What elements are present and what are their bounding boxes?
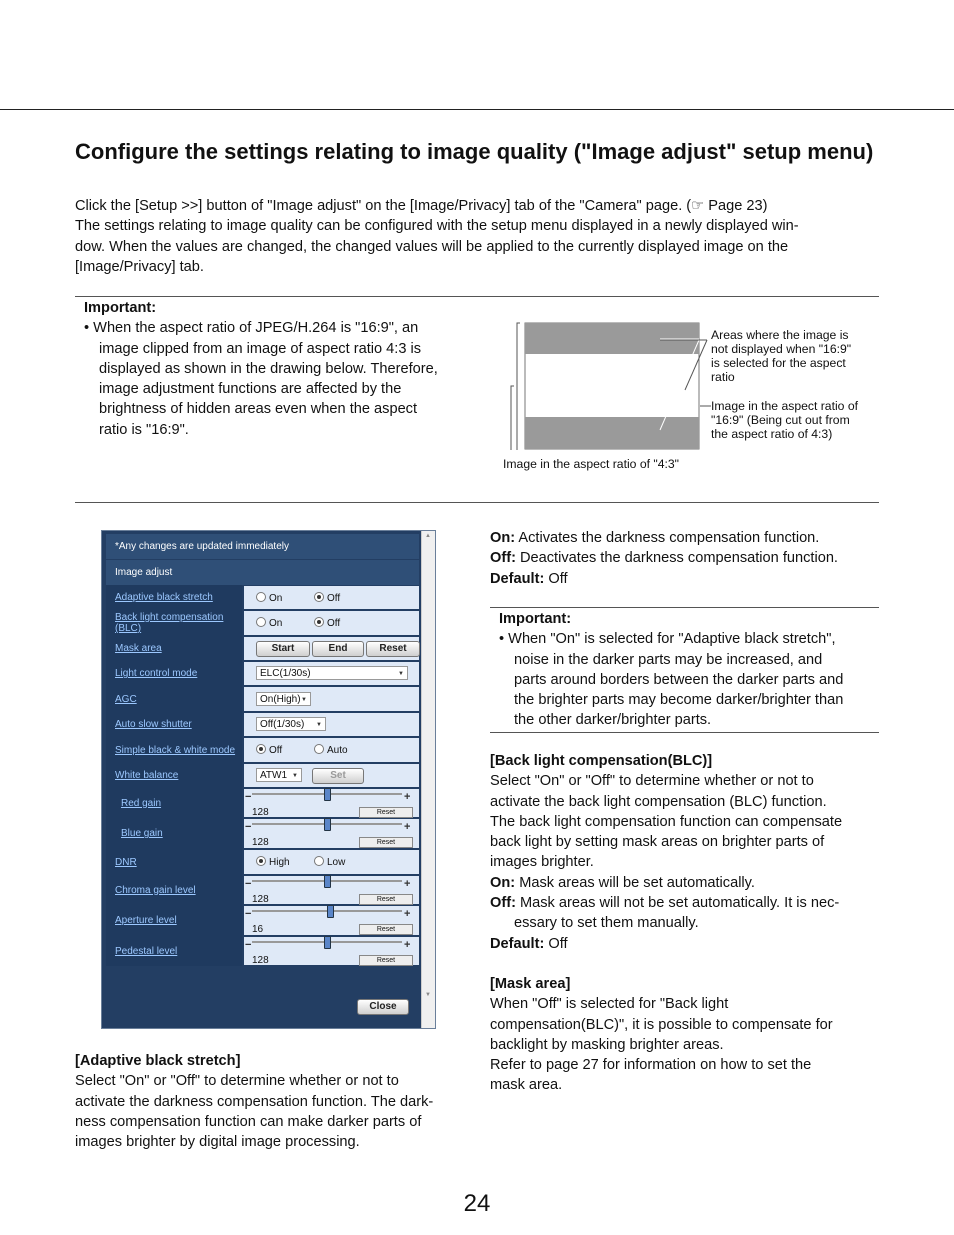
label-line: not displayed when "16:9" xyxy=(711,342,852,356)
radio-abs-on[interactable]: On xyxy=(256,592,282,604)
option-label: Off: xyxy=(490,550,516,567)
link-chroma[interactable]: Chroma gain level xyxy=(106,875,242,905)
important2-bottom-rule xyxy=(490,732,879,733)
mask-area-section xyxy=(490,974,890,1096)
radio-dnr-low[interactable]: Low xyxy=(314,856,345,868)
body-line: images brighter. xyxy=(490,854,594,871)
important-line: the other darker/brighter parts. xyxy=(514,712,712,729)
link-auto-slow-shutter[interactable]: Auto slow shutter xyxy=(106,712,242,737)
row-red-gain xyxy=(106,788,419,818)
important-line: ratio is "16:9". xyxy=(99,421,189,438)
aperture-reset[interactable]: Reset xyxy=(359,924,413,935)
important-line: noise in the darker parts may be increased, and xyxy=(514,651,823,668)
important-line: the brighter parts may become darker/brighter than xyxy=(514,692,844,709)
label-line: the aspect ratio of 4:3) xyxy=(711,427,833,441)
option-text: Mask areas will be set automatically. xyxy=(515,874,755,891)
label-line: ratio xyxy=(711,370,735,384)
section-heading: [Back light compensation(BLC)] xyxy=(490,753,713,769)
pedestal-slider[interactable]: − + xyxy=(252,941,402,943)
option-label: Default: xyxy=(490,570,545,587)
red-gain-reset[interactable]: Reset xyxy=(359,807,413,818)
blue-gain-reset[interactable]: Reset xyxy=(359,837,413,848)
link-blc[interactable]: Back light compensation (BLC) xyxy=(106,610,242,636)
chroma-reset[interactable]: Reset xyxy=(359,894,413,905)
row-mask-area xyxy=(106,636,419,661)
body-line: The back light compensation function can compensate xyxy=(490,813,843,830)
agc-select[interactable]: On(High) ▼ xyxy=(256,692,311,706)
end-button[interactable]: End xyxy=(312,641,364,657)
header-rule xyxy=(0,109,954,110)
intro-line: The settings relating to image quality can be configured with the setup menu displayed in a newly displayed win- xyxy=(75,218,799,235)
important-line: image adjustment functions are affected by the xyxy=(99,381,402,398)
important2-top-rule xyxy=(490,607,879,608)
body-line: When "Off" is selected for "Back light xyxy=(490,996,729,1013)
radio-dnr-high[interactable]: High xyxy=(256,856,290,868)
important-line: • When the aspect ratio of JPEG/H.264 is "16:9", an xyxy=(84,320,419,337)
intro-line: [Image/Privacy] tab. xyxy=(75,258,204,275)
link-red-gain[interactable]: Red gain xyxy=(106,788,242,818)
ratio-169-label xyxy=(711,399,881,441)
abs-options xyxy=(490,528,890,589)
chroma-value: 128 xyxy=(252,894,269,905)
important-heading: Important: xyxy=(84,300,157,316)
slider-knob[interactable] xyxy=(324,936,331,949)
label-line: Image in the aspect ratio of xyxy=(711,399,859,413)
row-blue-gain xyxy=(106,818,419,849)
page-title: Configure the settings relating to image quality ("Image adjust" setup menu) xyxy=(75,139,874,164)
body-line: Select "On" or "Off" to determine whether or not to xyxy=(75,1073,399,1090)
body-line: backlight by masking brighter areas. xyxy=(490,1036,724,1053)
link-agc[interactable]: AGC xyxy=(106,686,242,712)
row-pedestal xyxy=(106,936,419,966)
red-gain-slider[interactable]: − + xyxy=(252,793,402,795)
red-gain-value: 128 xyxy=(252,807,269,818)
scrollbar[interactable]: ▲ ▼ xyxy=(421,531,435,1028)
ratio-43-label: Image in the aspect ratio of "4:3" xyxy=(503,457,679,471)
option-text: Deactivates the darkness compensation function. xyxy=(515,550,838,567)
option-text: Off xyxy=(544,570,568,587)
label-line: "16:9" (Being cut out from xyxy=(711,413,850,427)
important-line: displayed as shown in the drawing below. Therefore, xyxy=(99,360,438,377)
important-line: brightness of hidden areas even when the aspect xyxy=(99,401,418,418)
slider-knob[interactable] xyxy=(324,788,331,801)
blue-gain-slider[interactable]: − + xyxy=(252,823,402,825)
white-balance-select[interactable]: ATW1 ▼ xyxy=(256,768,302,782)
link-blue-gain[interactable]: Blue gain xyxy=(106,818,242,849)
body-line: activate the darkness compensation function. The dark- xyxy=(75,1093,434,1110)
option-label: On: xyxy=(490,530,516,546)
row-blc xyxy=(106,610,419,636)
important-note xyxy=(75,298,475,440)
slider-knob[interactable] xyxy=(324,818,331,831)
blue-gain-value: 128 xyxy=(252,837,269,848)
row-chroma xyxy=(106,875,419,905)
slider-knob[interactable] xyxy=(327,905,334,918)
reset-button[interactable]: Reset xyxy=(366,641,420,657)
option-text: Activates the darkness compensation function. xyxy=(515,530,820,546)
set-button[interactable]: Set xyxy=(312,768,364,784)
label-line: Areas where the image is xyxy=(711,328,849,342)
row-agc xyxy=(106,686,419,712)
radio-sbw-off[interactable]: Off xyxy=(256,744,282,756)
important-line: parts around borders between the darker parts and xyxy=(514,671,844,688)
row-light-control-mode xyxy=(106,661,419,686)
link-pedestal[interactable]: Pedestal level xyxy=(106,936,242,966)
image-adjust-window xyxy=(101,530,436,1029)
link-dnr[interactable]: DNR xyxy=(106,849,242,875)
option-text: essary to set them manually. xyxy=(514,915,699,932)
aperture-value: 16 xyxy=(252,924,264,935)
row-adaptive-black-stretch xyxy=(106,585,419,610)
slider-knob[interactable] xyxy=(324,875,331,888)
row-dnr xyxy=(106,849,419,875)
hidden-area-label xyxy=(711,328,881,384)
close-button[interactable]: Close xyxy=(357,999,409,1015)
important-top-rule xyxy=(75,296,879,297)
radio-blc-on[interactable]: On xyxy=(256,617,282,629)
intro-text xyxy=(75,196,895,277)
link-white-balance[interactable]: White balance xyxy=(106,763,242,788)
radio-sbw-auto[interactable]: Auto xyxy=(314,744,348,756)
section-title: Image adjust xyxy=(106,560,419,585)
link-mask-area[interactable]: Mask area xyxy=(106,636,242,661)
option-label: Default: xyxy=(490,935,545,952)
body-line: Refer to page 27 for information on how to set the xyxy=(490,1057,812,1074)
body-line: ness compensation function can make darker parts of xyxy=(75,1113,422,1130)
row-aperture xyxy=(106,905,419,936)
body-line: images brighter by digital image processing. xyxy=(75,1134,360,1151)
body-line: compensation(BLC)", it is possible to compensate for xyxy=(490,1016,833,1033)
link-adaptive-black-stretch[interactable]: Adaptive black stretch xyxy=(106,585,242,610)
intro-line: dow. When the values are changed, the changed values will be applied to the currently displayed image on the xyxy=(75,238,789,255)
radio-abs-off[interactable]: Off xyxy=(314,592,340,604)
pedestal-value: 128 xyxy=(252,955,269,966)
option-text: Mask areas will not be set automatically. It is nec- xyxy=(515,895,840,912)
important2-note xyxy=(490,609,890,731)
link-light-control-mode[interactable]: Light control mode xyxy=(106,661,242,686)
option-label: Off: xyxy=(490,895,516,912)
chroma-slider[interactable]: − + xyxy=(252,880,402,882)
body-line: Select "On" or "Off" to determine whether or not to xyxy=(490,773,814,790)
body-line: mask area. xyxy=(490,1077,563,1094)
light-control-select[interactable]: ELC(1/30s) ▼ xyxy=(256,666,408,680)
intro-line: Click the [Setup >>] button of "Image adjust" on the [Image/Privacy] tab of the "Camera" page. (☞ Page 23) xyxy=(75,198,768,214)
important-line: • When "On" is selected for "Adaptive black stretch", xyxy=(499,631,836,648)
section-heading: [Mask area] xyxy=(490,976,571,992)
notice-bar: *Any changes are updated immediately xyxy=(106,534,419,559)
option-label: On: xyxy=(490,874,516,891)
blc-section xyxy=(490,751,890,954)
pedestal-reset[interactable]: Reset xyxy=(359,955,413,966)
radio-blc-off[interactable]: Off xyxy=(314,617,340,629)
callout-lines xyxy=(655,330,715,430)
section-rule xyxy=(75,502,879,503)
link-aperture[interactable]: Aperture level xyxy=(106,905,242,936)
body-line: activate the back light compensation (BLC) function. xyxy=(490,793,827,810)
adaptive-black-stretch-section xyxy=(75,1051,475,1152)
start-button[interactable]: Start xyxy=(256,641,310,657)
row-auto-slow-shutter xyxy=(106,712,419,737)
page-number: 24 xyxy=(463,1190,491,1217)
label-line: is selected for the aspect xyxy=(711,356,846,370)
section-heading: [Adaptive black stretch] xyxy=(75,1053,241,1069)
important-heading: Important: xyxy=(499,611,572,627)
link-simple-bw[interactable]: Simple black & white mode xyxy=(106,737,242,763)
auto-slow-shutter-select[interactable]: Off(1/30s) ▼ xyxy=(256,717,326,731)
row-simple-bw xyxy=(106,737,419,763)
important-line: image clipped from an image of aspect ratio 4:3 is xyxy=(99,340,422,357)
body-line: back light by setting mask areas on brighter parts of xyxy=(490,834,825,851)
aperture-slider[interactable]: − + xyxy=(252,910,402,912)
row-white-balance xyxy=(106,763,419,788)
option-text: Off xyxy=(544,935,568,952)
